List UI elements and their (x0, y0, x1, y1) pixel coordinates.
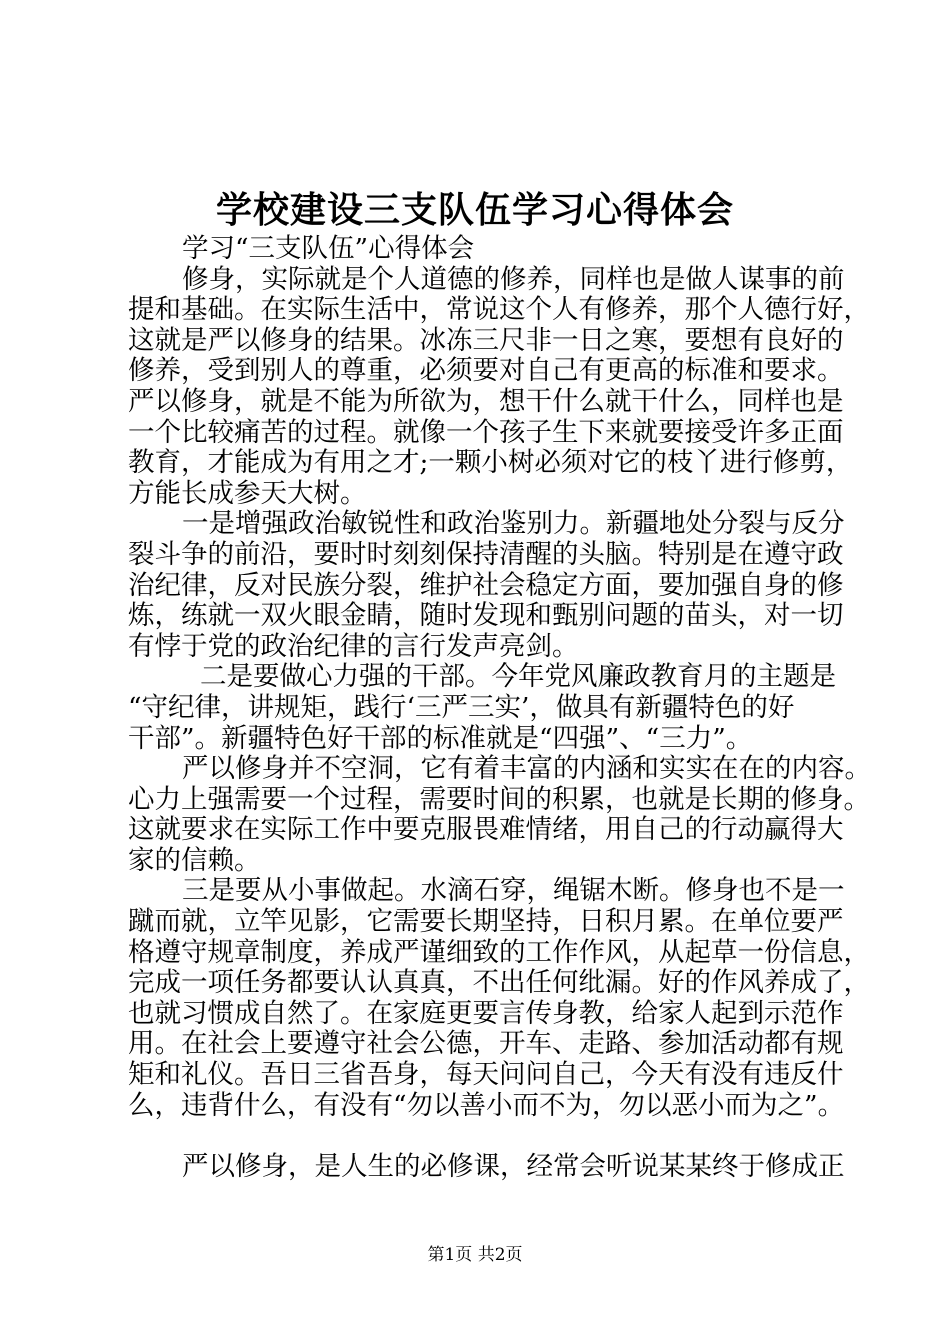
document-title: 学校建设三支队伍学习心得体会 (215, 189, 734, 231)
body-line: 心力上强需要一个过程，需要时间的积累，也就是长期的修身。 (128, 783, 870, 815)
body-line: 一个比较痛苦的过程。就像一个孩子生下来就要接受许多正面 (128, 416, 844, 448)
body-line: 提和基础。在实际生活中，常说这个人有修养，那个人德行好， (128, 294, 870, 326)
body-line: 蹴而就，立竿见影，它需要长期坚持，日积月累。在单位要严 (128, 906, 844, 938)
blank-line (128, 1121, 838, 1152)
body-line: 干部”。新疆特色好干部的标准就是“四强”、“三力”。 (128, 722, 753, 754)
body-line: “守纪律，讲规矩，践行‘三严三实’，做具有新疆特色的好 (128, 691, 795, 723)
body-line: 这就要求在实际工作中要克服畏难情绪，用自己的行动赢得大 (128, 814, 844, 846)
body-line: 矩和礼仪。吾日三省吾身，每天问问自己，今天有没有违反什 (128, 1059, 844, 1091)
body-line: 完成一项任务都要认认真真，不出任何纰漏。好的作风养成了， (128, 967, 870, 999)
body-line: 格遵守规章制度，养成严谨细致的工作作风，从起草一份信息， (128, 936, 870, 968)
body-line: 严以修身并不空洞，它有着丰富的内涵和实实在在的内容。 (182, 753, 871, 785)
body-line: 教育，才能成为有用之才;一颗小树必须对它的枝丫进行修剪， (128, 447, 853, 479)
body-line: 方能长成参天大树。 (128, 477, 367, 509)
body-line: 二是要做心力强的干部。今年党风廉政教育月的主题是 (200, 661, 836, 693)
body-line: 用。在社会上要遵守社会公德，开车、走路、参加活动都有规 (128, 1028, 844, 1060)
body-line: 严以修身，就是不能为所欲为，想干什么就干什么，同样也是 (128, 385, 844, 417)
body-line: 三是要从小事做起。水滴石穿，绳锯木断。修身也不是一 (182, 875, 845, 907)
body-line: 这就是严以修身的结果。冰冻三尺非一日之寒，要想有良好的 (128, 324, 844, 356)
body-line: 家的信赖。 (128, 844, 261, 876)
body-line: 治纪律，反对民族分裂，维护社会稳定方面，要加强自身的修 (128, 569, 844, 601)
body-line: 严以修身，是人生的必修课，经常会听说某某终于修成正 (182, 1150, 845, 1182)
body-line: 炼，练就一双火眼金睛，随时发现和甄别问题的苗头，对一切 (128, 600, 844, 632)
body-line: 也就习惯成自然了。在家庭更要言传身教，给家人起到示范作 (128, 997, 844, 1029)
body-line: 裂斗争的前沿，要时时刻刻保持清醒的头脑。特别是在遵守政 (128, 538, 844, 570)
body-line: 有悖于党的政治纪律的言行发声亮剑。 (128, 630, 579, 662)
body-line: 么，违背什么，有没有“勿以善小而不为，勿以恶小而为之”。 (128, 1089, 845, 1121)
subtitle-line: 学习“三支队伍”心得体会 (182, 233, 475, 264)
body-line: 修养，受到别人的尊重，必须要对自己有更高的标准和要求。 (128, 355, 844, 387)
page-footer: 第1页 共2页 (427, 1245, 523, 1265)
body-line: 一是增强政治敏锐性和政治鉴别力。新疆地处分裂与反分 (182, 508, 845, 540)
document-body (128, 233, 871, 1182)
body-line: 修身，实际就是个人道德的修养，同样也是做人谋事的前 (182, 263, 845, 295)
